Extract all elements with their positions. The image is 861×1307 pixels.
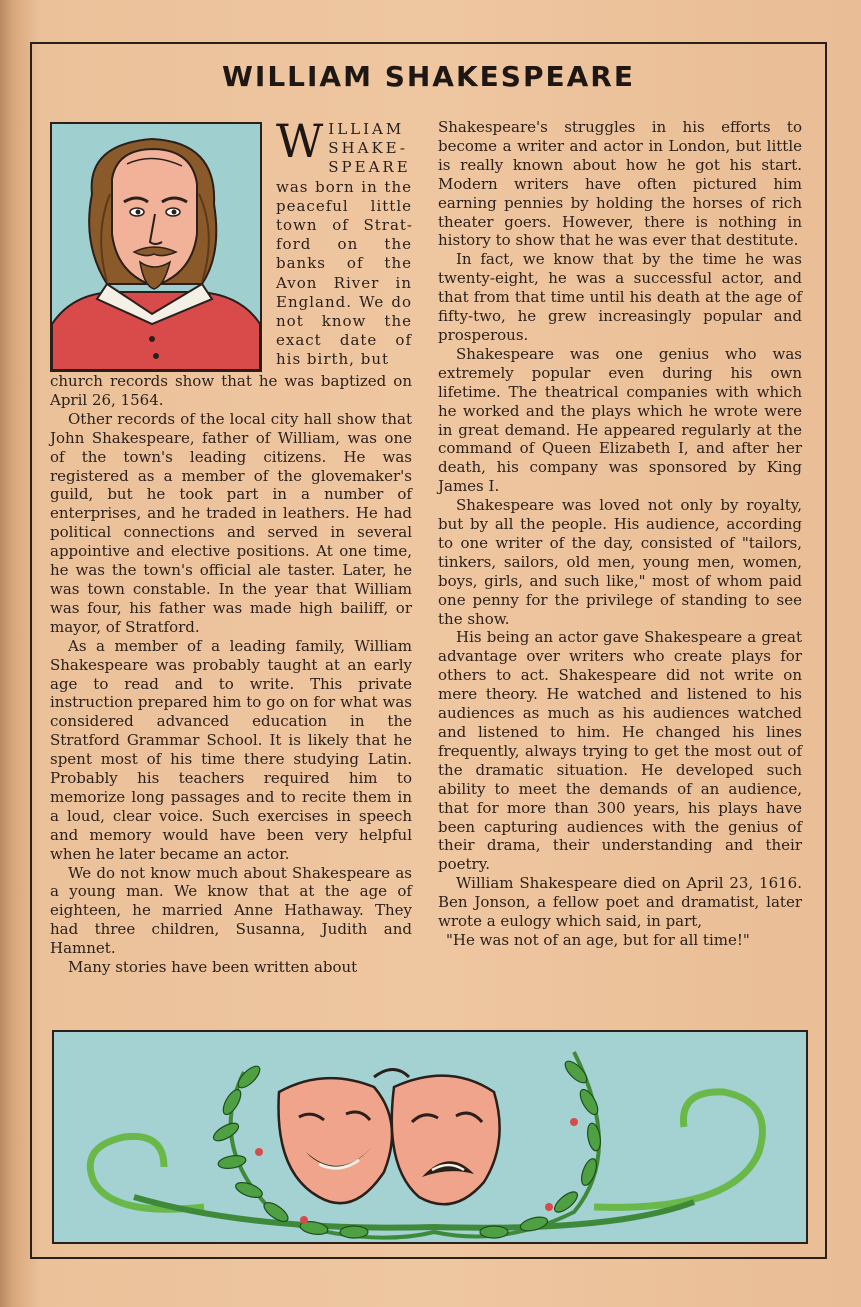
right-paragraph-1: Shakespeare's struggles in his efforts to become a writer and actor in London, but little is really known about how he got his start. Modern writers have often pictured him earning pennies by holding the horses of rich theater goers. However, there is nothing in history to show that he was ever that destitute. <box>438 118 802 250</box>
left-paragraph-1: Other records of the local city hall show that John Shakespeare, father of William, was one of the town's leading citizens. He was registered as a member of the glovemaker's guild, but he took part in a number of enterprises, and he traded in leathers. He had political connections and served in several appointive and elective positions. At one time, he was the town's official ale taster. Later, he was town constable. In the year that William was four, his father was made high bailiff, or mayor, of Stratford. <box>50 409 412 636</box>
intro-wrapped-text <box>276 114 412 370</box>
intro-lead-caps: ILLIAM SHAKE-SPEARE <box>328 120 411 177</box>
right-paragraph-6: William Shakespeare died on April 23, 1616. Ben Jonson, a fellow poet and dramatist, later wrote a eulogy which said, in part, <box>438 874 802 931</box>
intro-wrapped-body: was born in the peaceful little town of Stratford on the banks of the Avon River in England. We do not know the exact date of his birth, but <box>276 177 412 369</box>
shakespeare-portrait <box>50 122 262 372</box>
right-paragraph-2: In fact, we know that by the time he was twenty-eight, he was a successful actor, and that from that time until his death at the age of fifty-two, he grew increasingly popular and prosperous. <box>438 250 802 344</box>
right-paragraph-4: Shakespeare was loved not only by royalty, but by all the people. His audience, according to one writer of the day, consisted of "tailors, tinkers, sailors, old men, young men, women, boys, girls, and such like," most of whom paid one penny for the privilege of standing to see the show. <box>438 496 802 628</box>
article-title: WILLIAM SHAKESPEARE <box>222 60 635 93</box>
right-paragraph-3: Shakespeare was one genius who was extremely popular even during his own lifetime. The theatrical companies with which he worked and the plays which he wrote were in great demand. He appeared regularly at the command of Queen Elizabeth I, and after her death, his company was sponsored by King James I. <box>438 344 802 496</box>
theater-masks-banner <box>52 1030 808 1244</box>
intro-continued: church records show that he was baptized on April 26, 1564. <box>50 372 412 409</box>
right-paragraph-5: His being an actor gave Shakespeare a great advantage over writers who create plays for others to act. Shakespeare did not write on mere theory. He watched and listened to his audiences as much as his audiences watched and listened to him. He changed his lines frequently, always trying to get the most out of the dramatic situation. He developed such ability to meet the demands of an audience, that for more than 300 years, his plays have been capturing audiences with the genius of their drama, their understanding and their poetry. <box>438 628 802 874</box>
left-column <box>50 372 412 977</box>
left-paragraph-2: As a member of a leading family, William Shakespeare was probably taught at an early age to read and to write. This private instruction prepared him to go on for what was considered advanced education in the Stratford Grammar School. It is likely that he spent most of his time there studying Latin. Probably his teachers required him to memorize long passages and to recite them in a loud, clear voice. Such exercises in speech and memory would have been very helpful when he later became an actor. <box>50 636 412 863</box>
drop-cap: W <box>276 114 325 168</box>
closing-quote: "He was not of an age, but for all time!" <box>446 930 750 949</box>
right-column <box>438 118 802 950</box>
portrait-illustration <box>52 124 260 370</box>
left-paragraph-3: We do not know much about Shakespeare as a young man. We know that at the age of eighteen, he married Anne Hathaway. They had three children, Susanna, Judith and Hamnet. <box>50 863 412 958</box>
left-paragraph-4: Many stories have been written about <box>68 958 358 977</box>
masks-illustration <box>54 1032 806 1242</box>
